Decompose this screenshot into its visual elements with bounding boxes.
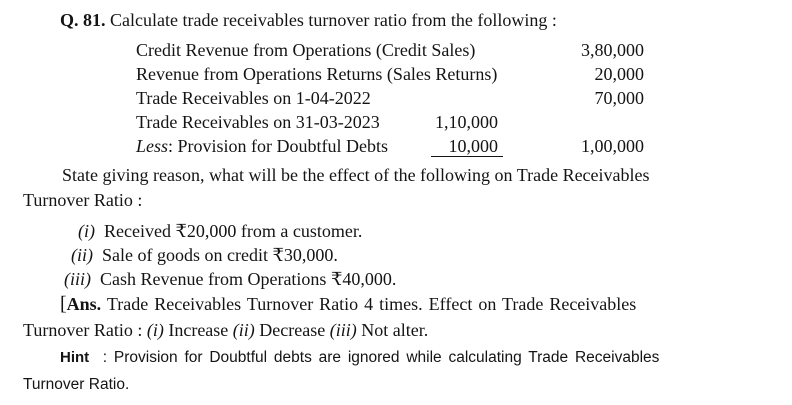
item-1 — [78, 222, 362, 240]
hint-line1 — [60, 350, 659, 366]
item-3-marker: (iii) — [64, 269, 91, 289]
answer-text: Trade Receivables Turnover Ratio 4 times. Effect on Trade Receivables — [106, 294, 637, 314]
item-1-marker: (i) — [78, 221, 95, 241]
item-3-text: Cash Revenue from Operations ₹40,000. — [100, 269, 397, 289]
item-2 — [71, 246, 338, 264]
hint-text: : Provision for Doubtful debts are ignored while calculating Trade Receivables — [102, 349, 660, 366]
question-heading — [60, 11, 557, 29]
row-sales-returns-amount: 20,000 — [594, 64, 644, 84]
item-3 — [64, 270, 396, 288]
item-2-marker: (ii) — [71, 245, 93, 265]
item-1-text: Received ₹20,000 from a customer. — [104, 221, 363, 241]
instruction-line2: Turnover Ratio : — [23, 190, 143, 210]
row-closing-receivables-label: Trade Receivables on 31-03-2023 — [136, 112, 380, 132]
answer-effect-1: Increase — [163, 320, 233, 340]
answer-marker-1: (i) — [146, 320, 164, 340]
answer-effect-2: Decrease — [254, 320, 330, 340]
row-credit-sales-label: Credit Revenue from Operations (Credit Sales) — [136, 40, 476, 60]
row-credit-sales-amount: 3,80,000 — [581, 40, 644, 60]
provision-text: : Provision for Doubtful Debts — [168, 136, 389, 156]
row-provision-subamount: 10,000 — [448, 136, 498, 156]
row-sales-returns-label: Revenue from Operations Returns (Sales Returns) — [136, 64, 498, 84]
answer-line2-start: Turnover Ratio : — [23, 320, 147, 340]
row-provision-label — [136, 137, 388, 155]
row-opening-receivables-label: Trade Receivables on 1-04-2022 — [136, 88, 371, 108]
hint-line2: Turnover Ratio. — [23, 376, 130, 393]
answer-effect-3: Not alter. — [356, 320, 429, 340]
answer-bracket: [ — [60, 293, 67, 315]
hint-label: Hint — [60, 349, 90, 366]
less-prefix: Less — [136, 136, 169, 156]
answer-marker-2: (ii) — [232, 320, 255, 340]
row-net-receivables-amount: 1,00,000 — [581, 136, 644, 156]
answer-line1 — [60, 294, 636, 314]
answer-label: Ans. — [66, 294, 102, 314]
question-number: Q. 81. — [60, 10, 106, 30]
instruction-line1: State giving reason, what will be the effect of the following on Trade Receivables — [62, 165, 650, 185]
row-closing-receivables-subamount: 1,10,000 — [435, 112, 498, 132]
item-2-text: Sale of goods on credit ₹30,000. — [102, 245, 338, 265]
row-opening-receivables-amount: 70,000 — [594, 88, 644, 108]
question-text: Calculate trade receivables turnover ratio from the following : — [110, 10, 557, 30]
answer-line2 — [23, 321, 428, 339]
answer-marker-3: (iii) — [329, 320, 357, 340]
subtotal-underline — [431, 156, 503, 157]
